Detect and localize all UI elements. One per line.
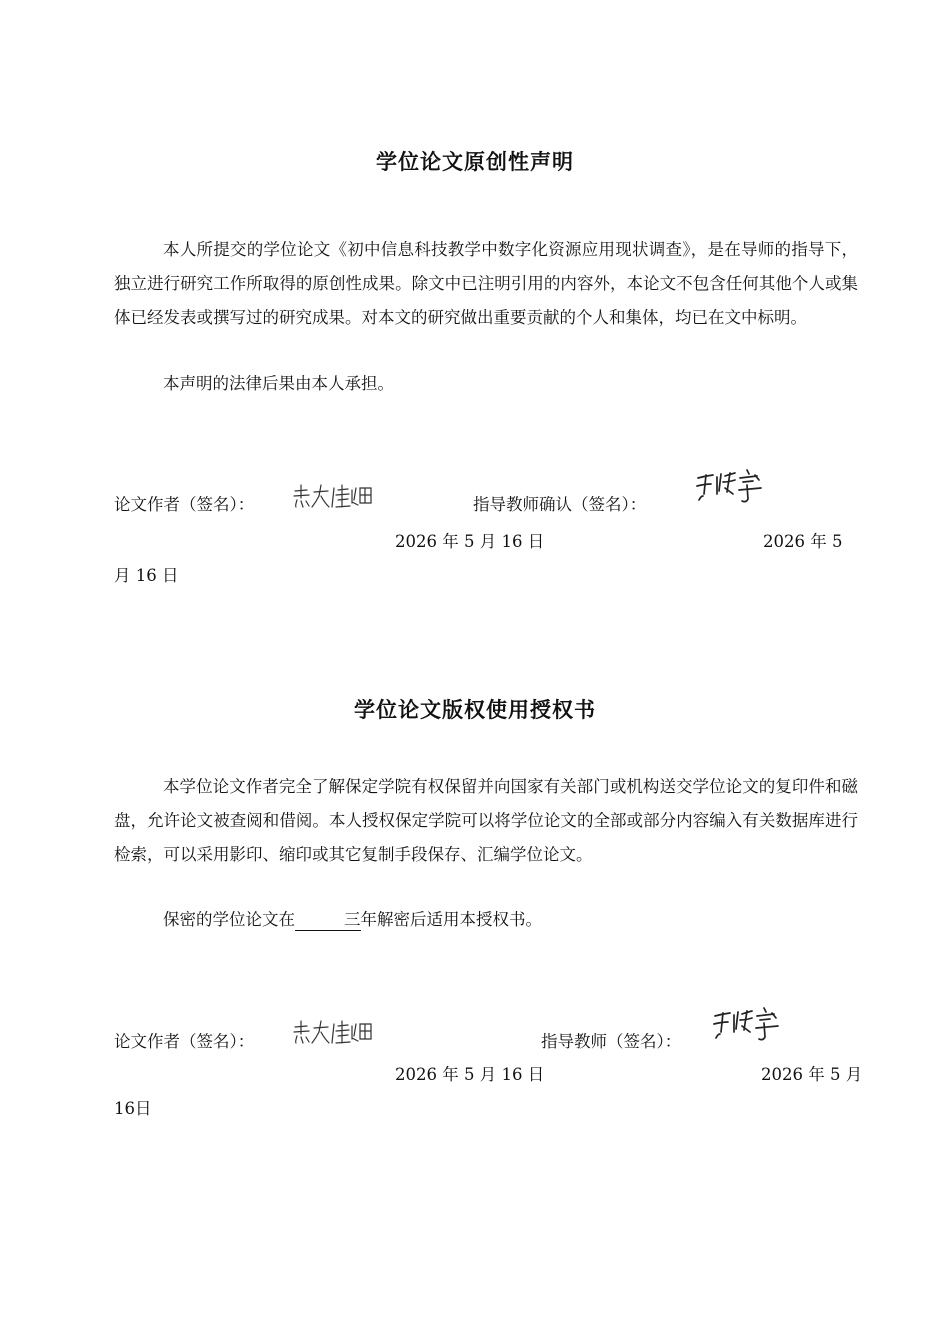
declaration-author-label: 论文作者（签名）： xyxy=(114,495,255,514)
confidential-years-field: 三 xyxy=(295,910,361,931)
authorization-author-date: 2026 年 5 月 16 日 xyxy=(395,1065,545,1084)
declaration-paragraph-2: 本声明的法律后果由本人承担。 xyxy=(163,374,394,393)
confidential-prefix: 保密的学位论文在 xyxy=(163,910,295,929)
authorization-title: 学位论文版权使用授权书 xyxy=(354,698,596,722)
authorization-advisor-signature xyxy=(712,1004,790,1048)
authorization-advisor-label: 指导教师（签名）： xyxy=(541,1032,682,1051)
authorization-advisor-date-line2: 16日 xyxy=(114,1099,152,1118)
confidential-suffix: 年解密后适用本授权书。 xyxy=(360,910,542,929)
authorization-author-signature xyxy=(292,1018,374,1048)
authorization-advisor-date-line1: 2026 年 5 月 xyxy=(761,1065,863,1084)
declaration-author-date: 2026 年 5 月 16 日 xyxy=(395,532,545,551)
authorization-author-label: 论文作者（签名）： xyxy=(114,1032,255,1051)
authorization-confidential-line xyxy=(114,903,858,937)
declaration-author-signature xyxy=(292,482,374,512)
declaration-paragraph-1: 本人所提交的学位论文《初中信息科技教学中数字化资源应用现状调查》，是在导师的指导下，独立进行研究工作所取得的原创性成果。除文中已注明引用的内容外，本论文不包含任何其他个人或集体已经发表或撰写过的研究成果。对本文的研究做出重要贡献的个人和集体，均已在文中标明。 xyxy=(114,240,858,327)
declaration-advisor-signature xyxy=(695,466,773,510)
declaration-advisor-date-line1: 2026 年 5 xyxy=(763,532,843,551)
declaration-title: 学位论文原创性声明 xyxy=(376,150,574,174)
declaration-advisor-label: 指导教师确认（签名）： xyxy=(473,495,647,514)
authorization-paragraph-1: 本学位论文作者完全了解保定学院有权保留并向国家有关部门或机构送交学位论文的复印件和磁盘，允许论文被查阅和借阅。本人授权保定学院可以将学位论文的全部或部分内容编入有关数据库进行检索，可以采用影印、缩印或其它复制手段保存、汇编学位论文。 xyxy=(114,777,858,864)
declaration-advisor-date-line2: 月 16 日 xyxy=(114,566,179,585)
